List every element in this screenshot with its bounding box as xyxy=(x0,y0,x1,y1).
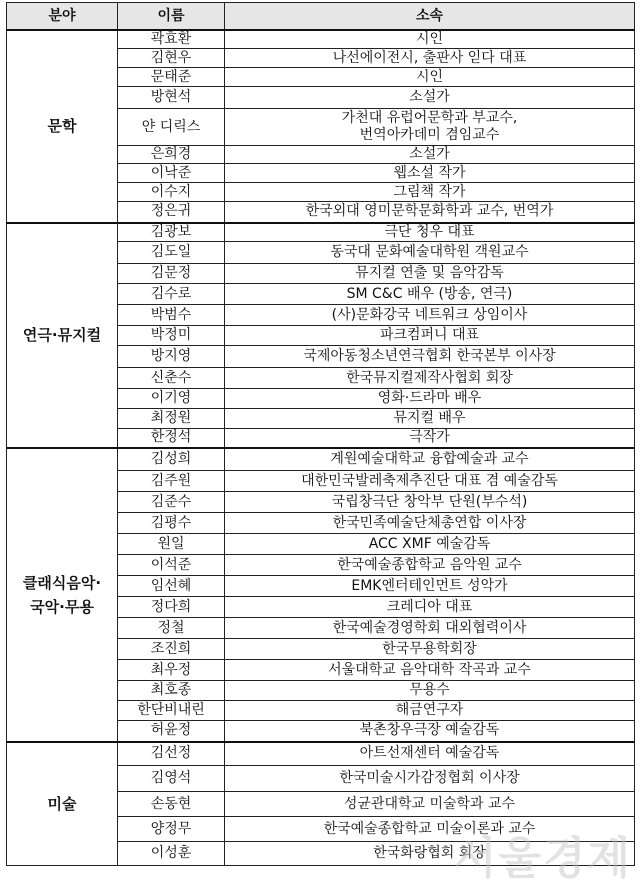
affiliation-cell: 한국미술시가감정협회 이사장 xyxy=(225,766,635,792)
name-cell: 방지영 xyxy=(118,346,225,368)
name-cell: 김주원 xyxy=(118,471,225,492)
affiliation-cell: EMK엔터테인먼트 성악가 xyxy=(225,576,635,597)
name-cell: 김도일 xyxy=(118,242,225,264)
committee-table xyxy=(6,2,635,866)
affiliation-cell: 해금연구자 xyxy=(225,701,635,721)
affiliation-cell: (사)문화강국 네트워크 상임이사 xyxy=(225,305,635,326)
affiliation-cell: ACC XMF 예술감독 xyxy=(225,534,635,555)
name-cell: 김현우 xyxy=(118,49,225,68)
name-cell: 은희경 xyxy=(118,146,225,164)
affiliation-cell: 한국예술종합학교 음악원 교수 xyxy=(225,555,635,576)
name-cell: 김문정 xyxy=(118,264,225,284)
name-cell: 최정원 xyxy=(118,409,225,429)
name-cell: 이기영 xyxy=(118,389,225,409)
watermark: 서울경제 xyxy=(453,833,632,884)
header-affiliation: 소속 xyxy=(225,3,635,31)
affiliation-cell: 뮤지컬 배우 xyxy=(225,409,635,429)
name-cell: 최호종 xyxy=(118,681,225,701)
affiliation-cell: 한국예술경영학회 대외협력이사 xyxy=(225,618,635,639)
name-cell: 임선혜 xyxy=(118,576,225,597)
name-cell: 김수로 xyxy=(118,284,225,305)
affiliation-cell: 소설가 xyxy=(225,87,635,109)
name-cell: 최우정 xyxy=(118,660,225,681)
header-row xyxy=(7,3,635,31)
affiliation-cell: 파크컴퍼니 대표 xyxy=(225,326,635,346)
affiliation-cell: 한국예술종합학교 미술이론과 교수 xyxy=(225,817,635,842)
name-cell: 방현석 xyxy=(118,87,225,109)
name-cell: 김성희 xyxy=(118,448,225,471)
name-cell: 손동현 xyxy=(118,792,225,817)
affiliation-cell: 시인 xyxy=(225,30,635,49)
affiliation-cell: 동국대 문화예술대학원 객원교수 xyxy=(225,242,635,264)
header-field: 분야 xyxy=(7,3,118,31)
name-cell: 김선정 xyxy=(118,742,225,766)
affiliation-cell: 시인 xyxy=(225,68,635,87)
table-row xyxy=(7,30,635,49)
affiliation-cell: 대한민국발레축제추진단 대표 겸 예술감독 xyxy=(225,471,635,492)
name-cell: 원일 xyxy=(118,534,225,555)
table-row xyxy=(7,742,635,766)
name-cell: 김광보 xyxy=(118,223,225,242)
name-cell: 곽효환 xyxy=(118,30,225,49)
name-cell: 한단비내린 xyxy=(118,701,225,721)
affiliation-cell: 서울대학교 음악대학 작곡과 교수 xyxy=(225,660,635,681)
affiliation-cell: 계원예술대학교 융합예술과 교수 xyxy=(225,448,635,471)
affiliation-cell: 크레디아 대표 xyxy=(225,597,635,618)
name-cell: 김평수 xyxy=(118,513,225,534)
affiliation-cell: 아트선재센터 예술감독 xyxy=(225,742,635,766)
header-name: 이름 xyxy=(118,3,225,31)
name-cell: 김영석 xyxy=(118,766,225,792)
name-cell: 박정미 xyxy=(118,326,225,346)
name-cell: 정철 xyxy=(118,618,225,639)
affiliation-cell: 극단 청우 대표 xyxy=(225,223,635,242)
table-row xyxy=(7,448,635,471)
affiliation-cell: 북촌창우극장 예술감독 xyxy=(225,721,635,742)
affiliation-cell: 국제아동청소년연극협회 한국본부 이사장 xyxy=(225,346,635,368)
name-cell: 이석준 xyxy=(118,555,225,576)
affiliation-cell: 무용수 xyxy=(225,681,635,701)
name-cell: 이성훈 xyxy=(118,842,225,866)
affiliation-cell: 가천대 유럽어문학과 부교수, 번역아카데미 겸임교수 xyxy=(225,109,635,146)
affiliation-cell: 뮤지컬 연출 및 음악감독 xyxy=(225,264,635,284)
name-cell: 조진희 xyxy=(118,639,225,660)
affiliation-cell: 한국무용학회장 xyxy=(225,639,635,660)
name-cell: 허윤정 xyxy=(118,721,225,742)
affiliation-cell: 한국화랑협회 회장 xyxy=(225,842,635,866)
name-cell: 김준수 xyxy=(118,492,225,513)
affiliation-cell: 극작가 xyxy=(225,429,635,448)
affiliation-cell: 영화·드라마 배우 xyxy=(225,389,635,409)
affiliation-cell: 그림책 작가 xyxy=(225,183,635,202)
table-row xyxy=(7,223,635,242)
category-cell: 문학 xyxy=(7,30,118,223)
name-cell: 양정무 xyxy=(118,817,225,842)
name-cell: 박범수 xyxy=(118,305,225,326)
name-cell: 이낙준 xyxy=(118,164,225,183)
name-cell: 정은귀 xyxy=(118,202,225,223)
category-cell: 연극·뮤지컬 xyxy=(7,223,118,448)
affiliation-cell: 웹소설 작가 xyxy=(225,164,635,183)
affiliation-cell: 국립창극단 창악부 단원(부수석) xyxy=(225,492,635,513)
affiliation-cell: 나선에이전시, 출판사 읻다 대표 xyxy=(225,49,635,68)
name-cell: 한정석 xyxy=(118,429,225,448)
table-body xyxy=(7,30,635,866)
affiliation-cell: 소설가 xyxy=(225,146,635,164)
affiliation-cell: SM C&C 배우 (방송, 연극) xyxy=(225,284,635,305)
affiliation-cell: 한국외대 영미문학문화학과 교수, 번역가 xyxy=(225,202,635,223)
affiliation-cell: 성균관대학교 미술학과 교수 xyxy=(225,792,635,817)
category-cell: 클래식음악· 국악·무용 xyxy=(7,448,118,742)
affiliation-cell: 한국뮤지컬제작사협회 회장 xyxy=(225,368,635,389)
name-cell: 정다희 xyxy=(118,597,225,618)
category-cell: 미술 xyxy=(7,742,118,866)
name-cell: 이수지 xyxy=(118,183,225,202)
name-cell: 문태준 xyxy=(118,68,225,87)
name-cell: 신춘수 xyxy=(118,368,225,389)
affiliation-cell: 한국민족예술단체총연합 이사장 xyxy=(225,513,635,534)
name-cell: 얀 디릭스 xyxy=(118,109,225,146)
